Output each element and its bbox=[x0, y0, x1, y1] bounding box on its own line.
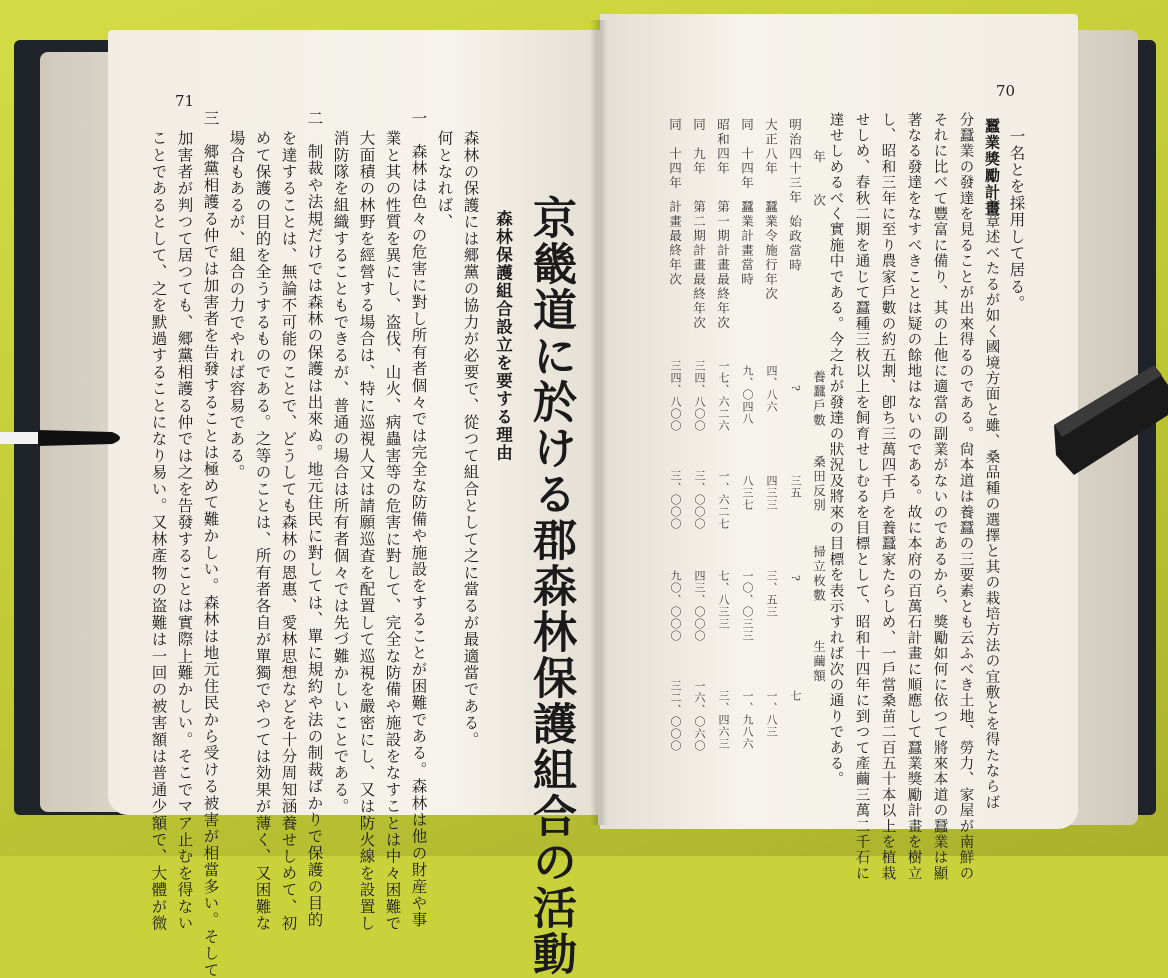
left-page-number: 71 bbox=[175, 92, 195, 110]
table-cell-year: 同 十四年 bbox=[667, 118, 683, 191]
section-title: 蠶業獎勵計畫 bbox=[983, 118, 1001, 217]
stamp-block bbox=[1044, 345, 1168, 485]
body-line: 三 郷黨相護る仲では加害者を告發することは極めて難かしい。森林は地元住民から受ける被害が相當多い。そして bbox=[201, 110, 220, 978]
table-cell-cocoons: 一、九八六 bbox=[741, 690, 754, 750]
table-header-mulberry: 桑田反別 bbox=[811, 455, 827, 513]
table-cell-year: 昭和四年 bbox=[715, 118, 731, 176]
table-cell-households: 一七、六二六 bbox=[717, 360, 730, 432]
table-cell-cocoons: 三二、〇〇〇 bbox=[669, 680, 682, 752]
table-cell-event: 第一期計畫最終年次 bbox=[715, 200, 731, 331]
table-cell-sheets: 九〇、〇〇〇 bbox=[669, 570, 682, 642]
body-line: めて保護の目的を全うするものである。之等のことは、所有者各自が單獨でやつては効果が薄く、又困難な bbox=[253, 130, 272, 932]
pen-body bbox=[38, 430, 120, 446]
body-line: し、昭和三年に至り農家戶數の約五割、卽ち三萬四千戶を養蠶家たらしめ、一戶當桑苗二百五十本以上を植栽 bbox=[879, 112, 896, 882]
body-line: 著なる發達をなすべきことは疑の餘地はないのである。故に本府の百萬石計畫に順應して蠶業獎勵計畫を樹立 bbox=[905, 112, 922, 882]
table-cell-cocoons: 七 bbox=[789, 690, 802, 702]
body-line: 加害者が判つて居つても、郷黨相護る仲では之を告發することは實際上難かしい。そこでマア止むを得ない bbox=[175, 130, 194, 932]
table-cell-sheets: 三、五三 bbox=[765, 570, 778, 618]
chapter-title: 京畿道に於ける郡森林保護組合の活動 bbox=[525, 195, 576, 977]
body-line: 場合もあるが、組合の力でやれば容易である。 bbox=[227, 130, 246, 481]
pen bbox=[0, 424, 130, 452]
body-line: それに比べて豐富に備り、其の上他に適當の副業がないのであるから、獎勵如何に依つて將來本道の蠶業は顯 bbox=[931, 112, 948, 882]
table-cell-households: 三四、八〇〇 bbox=[669, 360, 682, 432]
table-cell-households: 四、八六 bbox=[765, 365, 778, 413]
body-line: 大面積の林野を經營する場合は、特に巡視人又は請願巡査を配置して巡視を嚴密にし、又は防火線を設置し bbox=[357, 130, 376, 932]
table-cell-event: 計畫最終年次 bbox=[667, 200, 683, 287]
table-cell-mulberry: 四三三 bbox=[765, 475, 778, 511]
table-cell-cocoons: 一、八三 bbox=[765, 690, 778, 738]
table-cell-event: 第二期計畫最終年次 bbox=[691, 200, 707, 331]
body-line: 一 森林は色々の危害に對し所有者個々では完全な防備や施設をすることが困難である。森林は他の財産や事 bbox=[409, 110, 428, 929]
table-cell-cocoons: 三、四六三 bbox=[717, 690, 730, 750]
table-header-sheets: 掃立枚數 bbox=[811, 545, 827, 603]
table-cell-sheets: 七、八三三 bbox=[717, 570, 730, 630]
body-line: ことであるとして、之を默過することになり易い。又林產物の盗難は一回の被害額は普通少額で、大體が微 bbox=[149, 130, 168, 932]
table-cell-mulberry: 三、〇〇〇 bbox=[693, 470, 706, 530]
body-line: 分蠶業の發達を見ることが出來得るのである。尙本道は養蠶の三要素とも云ふべき土地、勞力、家屋が南鮮の bbox=[957, 112, 974, 882]
body-line: 森林の保護には郷黨の協力が必要で、從つて組合として之に當るが最適當である。 bbox=[461, 130, 480, 748]
pen-cap bbox=[0, 432, 40, 444]
table-cell-sheets: 四三、〇〇〇 bbox=[693, 570, 706, 642]
body-line: 一名とを採用して居る。 bbox=[1007, 128, 1026, 312]
table-cell-year: 明治四十三年 bbox=[787, 118, 803, 205]
body-line: 二 制裁や法規だけでは森林の保護は出來ぬ。地元住民に對しては、單に規約や法の制裁ばかりで保護の目的 bbox=[305, 110, 324, 929]
right-page-number: 70 bbox=[996, 82, 1016, 100]
table-cell-year: 同 十四年 bbox=[739, 118, 755, 191]
table-header-households: 養蠶戶數 bbox=[811, 370, 827, 428]
table-cell-cocoons: 一六、〇六〇 bbox=[693, 680, 706, 752]
table-header-cocoons: 生繭額 bbox=[811, 640, 827, 684]
body-line: 達せしめるべく實施中である。今之れが發達の狀況及將來の目標を表示すれば次の通りである。 bbox=[827, 112, 844, 788]
body-line: 何となれば、 bbox=[435, 130, 454, 231]
body-line: 消防隊を組織することもできるが、普通の場合は所有者個々では先づ難かしいことである。 bbox=[331, 130, 350, 815]
table-cell-households: 九、〇四八 bbox=[741, 365, 754, 425]
table-cell-event: 始政當時 bbox=[787, 215, 803, 273]
table-cell-sheets: 一〇、〇三三 bbox=[741, 570, 754, 642]
book-gutter bbox=[590, 20, 608, 825]
table-header-year: 年 次 bbox=[811, 150, 827, 208]
body-line: 前章述べたるが如く國境方面と雖、桑品種の選擇と其の栽培方法の宜敷とを得たならば bbox=[983, 198, 1000, 811]
table-cell-year: 大正八年 bbox=[763, 118, 779, 176]
table-cell-households: 三四、八〇〇 bbox=[693, 360, 706, 432]
table-cell-sheets: ? bbox=[789, 575, 802, 582]
table-cell-mulberry: 一、六二七 bbox=[717, 470, 730, 530]
table-cell-event: 蠶業計畫當時 bbox=[739, 200, 755, 287]
table-cell-mulberry: 三、〇〇〇 bbox=[669, 470, 682, 530]
body-line: を達することは、無論不可能のことで、どうしても森林の恩惠、愛林思想などを十分周知涵養せしめて、初 bbox=[279, 130, 298, 932]
body-line: せしめ、春秋二期を通じて蠶種三枚以上を飼育せしむるを目標として、昭和十四年に到つて產繭三萬二千石に bbox=[853, 112, 870, 882]
body-line: 業と其の性質を異にし、盗伐、山火、病蟲害等の危害に對して、完全な防備や施設をなすことは中々困難で bbox=[383, 130, 402, 932]
chapter-subtitle: 森林保護組合設立を要する理由 bbox=[493, 210, 513, 462]
table-cell-year: 同 九年 bbox=[691, 118, 707, 176]
table-cell-households: ? bbox=[789, 385, 802, 392]
table-cell-mulberry: 三五 bbox=[789, 475, 802, 499]
table-cell-event: 蠶業令施行年次 bbox=[763, 200, 779, 302]
table-cell-mulberry: 八三七 bbox=[741, 475, 754, 511]
